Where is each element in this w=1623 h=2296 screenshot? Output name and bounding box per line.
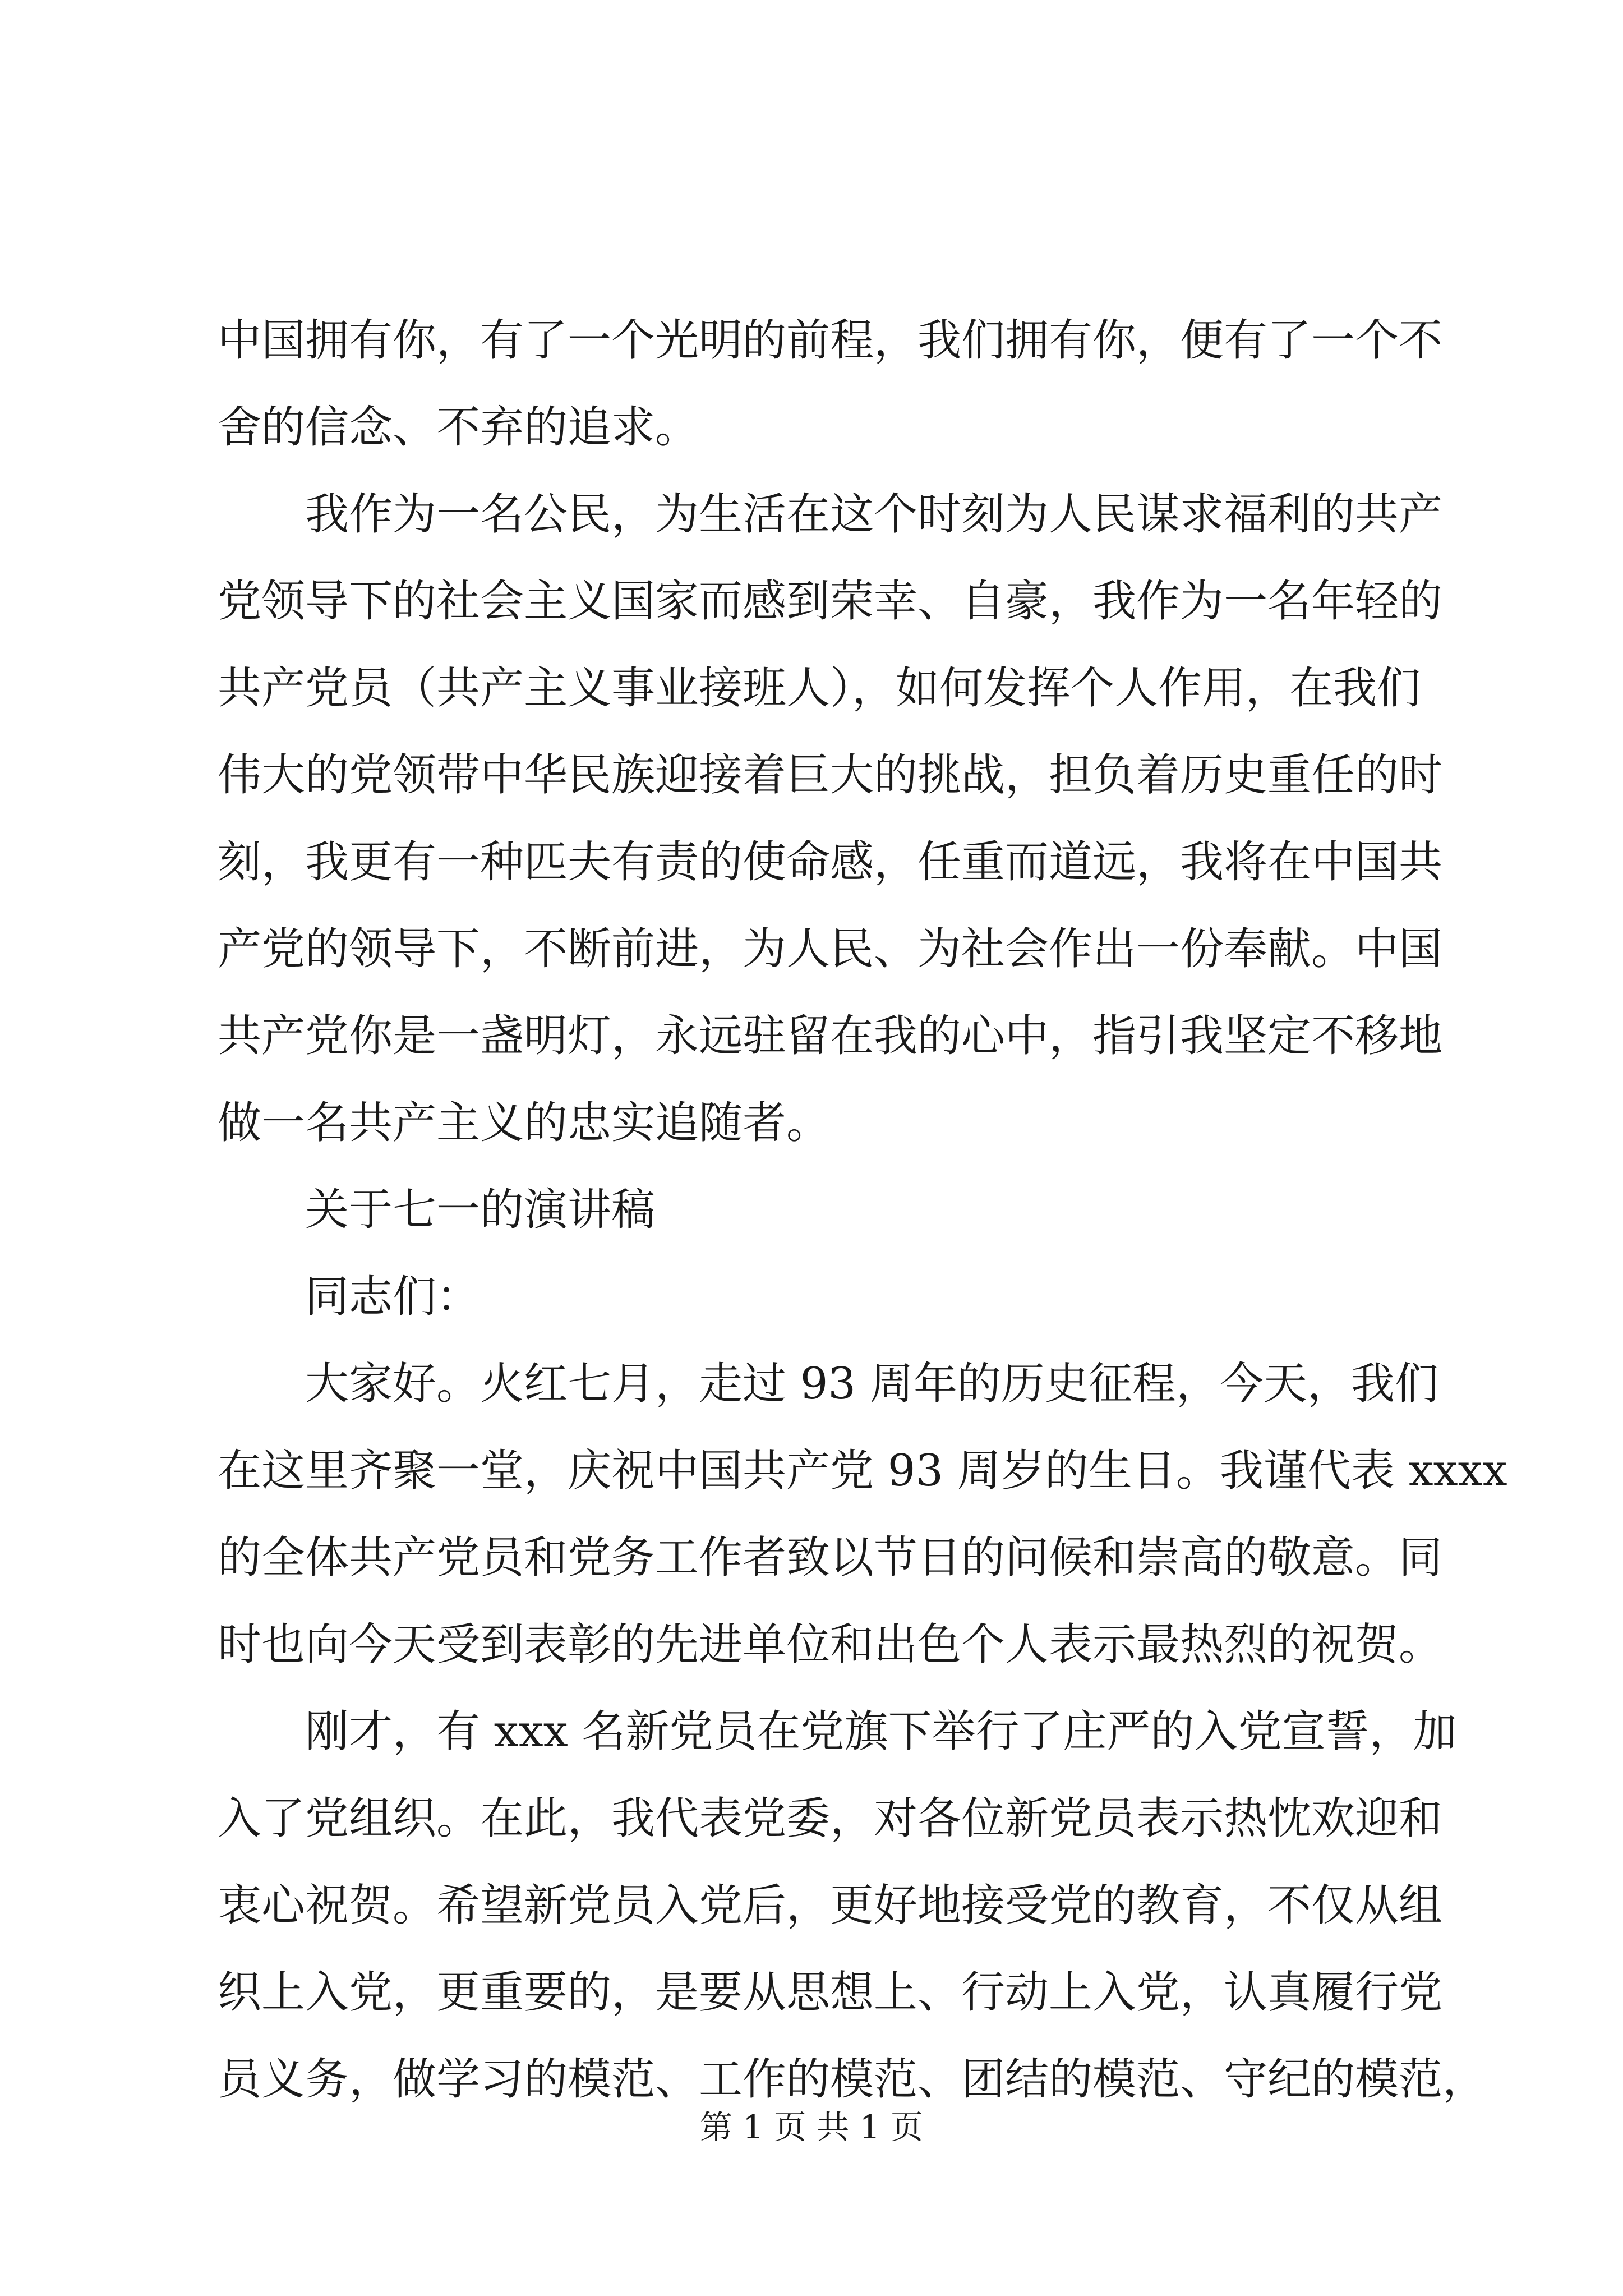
text-line-9: 共产党你是一盏明灯，永远驻留在我的心中，指引我坚定不移地 — [218, 1011, 1443, 1061]
text-line-21: 员义务，做学习的模范、工作的模范、团结的模范、守纪的模范， — [218, 2054, 1487, 2105]
text-line-6: 伟大的党领带中华民族迎接着巨大的挑战，担负着历史重任的时 — [218, 750, 1443, 800]
page-footer: 第 1 页 共 1 页 — [700, 2108, 923, 2146]
text-line-1: 中国拥有你，有了一个光明的前程，我们拥有你，便有了一个不 — [218, 315, 1443, 366]
text-line-18: 入了党组织。在此，我代表党委，对各位新党员表示热忱欢迎和 — [218, 1793, 1443, 1844]
text-line-10: 做一名共产主义的忠实追随者。 — [218, 1098, 831, 1148]
text-line-2: 舍的信念、不弃的追求。 — [218, 402, 699, 453]
text-line-7: 刻，我更有一种匹夫有责的使命感，任重而道远，我将在中国共 — [218, 837, 1443, 887]
document-body — [218, 297, 1507, 2123]
text-line-19: 衷心祝贺。希望新党员入党后，更好地接受党的教育，不仅从组 — [218, 1880, 1443, 1931]
text-line-3: 我作为一名公民，为生活在这个时刻为人民谋求福利的共产 — [305, 489, 1443, 540]
text-line-15: 的全体共产党员和党务工作者致以节日的问候和崇高的敬意。同 — [218, 1533, 1443, 1583]
section-title: 关于七一的演讲稿 — [305, 1185, 656, 1235]
text-line-8: 产党的领导下，不断前进，为人民、为社会作出一份奉献。中国 — [218, 924, 1443, 974]
text-line-4: 党领导下的社会主义国家而感到荣幸、自豪，我作为一名年轻的 — [218, 576, 1443, 627]
text-line-13: 大家好。火红七月，走过 93 周年的历史征程，今天，我们 — [305, 1359, 1438, 1409]
text-line-14: 在这里齐聚一堂，庆祝中国共产党 93 周岁的生日。我谨代表 xxxx — [218, 1446, 1507, 1496]
text-line-5: 共产党员（共产主义事业接班人），如何发挥个人作用，在我们 — [218, 663, 1421, 714]
text-line-16: 时也向今天受到表彰的先进单位和出色个人表示最热烈的祝贺。 — [218, 1619, 1443, 1670]
salutation: 同志们： — [305, 1272, 481, 1322]
text-line-20: 织上入党，更重要的，是要从思想上、行动上入党，认真履行党 — [218, 1967, 1443, 2018]
text-line-17: 刚才，有 xxx 名新党员在党旗下举行了庄严的入党宣誓，加 — [305, 1706, 1457, 1757]
